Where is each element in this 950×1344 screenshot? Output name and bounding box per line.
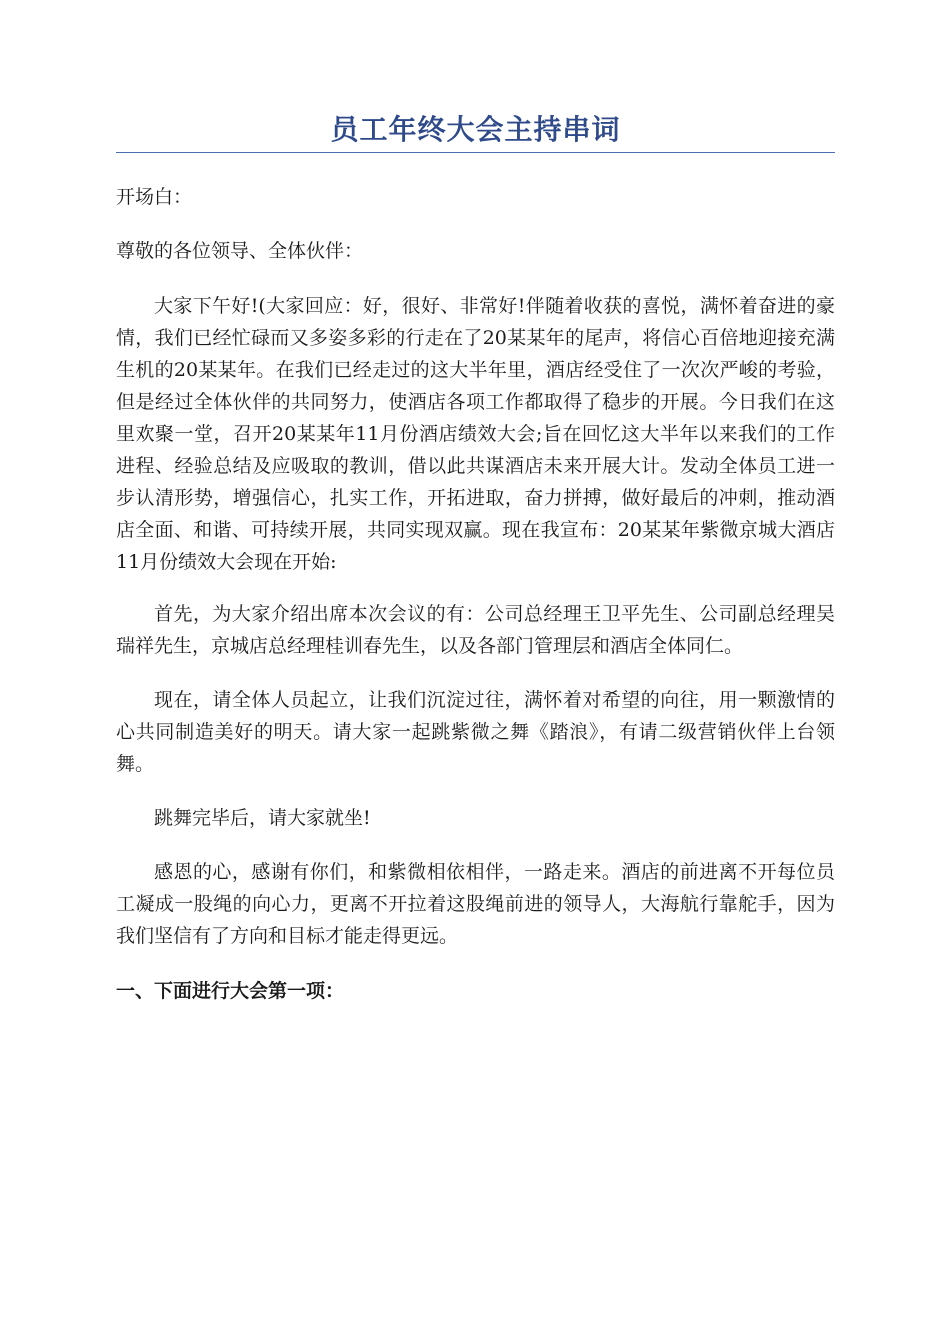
opening-label: 开场白： (116, 186, 193, 208)
salutation: 尊敬的各位领导、全体伙伴： (116, 240, 364, 262)
title-underline (116, 152, 835, 153)
paragraph-intro: 大家下午好!(大家回应：好，很好、非常好!伴随着收获的喜悦，满怀着奋进的豪情，我们已经忙碌而又多姿多彩的行走在了20某某年的尾声，将信心百倍地迎接充满生机的20某某年。在我们已经走过的这大半年里，酒店经受住了一次次严峻的考验，但是经过全体伙伴的共同努力，使酒店各项工作都取得了稳步的开展。今日我们在这里欢聚一堂，召开20某某年11月份酒店绩效大会;旨在回忆这大半年以来我们的工作进程、经验总结及应吸取的教训，借以此共谋酒店未来开展大计。发动全体员工进一步认清形势，增强信心，扎实工作，开拓进取，奋力拼搏，做好最后的冲刺，推动酒店全面、和谐、可持续开展，共同实现双赢。现在我宣布：20某某年紫微京城大酒店11月份绩效大会现在开始: (116, 295, 835, 573)
document-title: 员工年终大会主持串词 (330, 113, 621, 146)
document-page (116, 108, 835, 1007)
paragraph-attendees: 首先，为大家介绍出席本次会议的有：公司总经理王卫平先生、公司副总经理吴瑞祥先生，京城店总经理桂训春先生，以及各部门管理层和酒店全体同仁。 (116, 603, 835, 657)
paragraph-be-seated: 跳舞完毕后，请大家就坐! (154, 807, 371, 829)
paragraph-gratitude: 感恩的心，感谢有你们，和紫微相依相伴，一路走来。酒店的前进离不开每位员工凝成一股绳的向心力，更离不开拉着这股绳前进的领导人，大海航行靠舵手，因为我们坚信有了方向和目标才能走得更远。 (116, 861, 835, 947)
paragraph-dance: 现在，请全体人员起立，让我们沉淀过往，满怀着对希望的向往，用一颗激情的心共同制造美好的明天。请大家一起跳紫微之舞《踏浪》，有请二级营销伙伴上台领舞。 (116, 689, 835, 775)
section-heading: 一、下面进行大会第一项： (116, 980, 345, 1002)
